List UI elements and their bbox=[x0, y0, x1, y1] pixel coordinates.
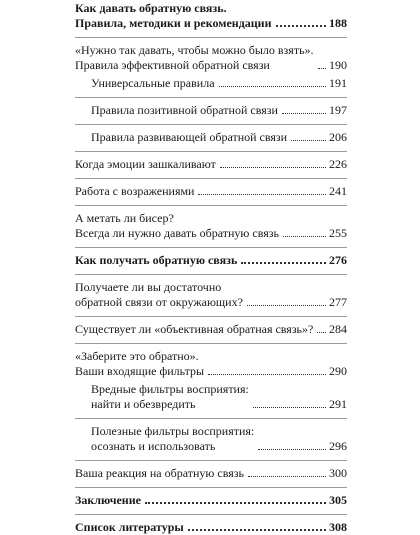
toc-page-number: 190 bbox=[329, 58, 347, 72]
toc-entry-title-line: Когда эмоции зашкаливают bbox=[75, 157, 216, 171]
dot-leader bbox=[188, 529, 326, 531]
toc-entry-title-line: осознать и использовать bbox=[91, 439, 216, 453]
toc-entry-title-line: обратной связи от окружающих? bbox=[75, 295, 243, 309]
toc-entry[interactable] bbox=[75, 322, 347, 337]
toc-entry-title bbox=[91, 76, 215, 91]
toc-entry-title-line: Работа с возражениями bbox=[75, 184, 195, 198]
toc-entry[interactable] bbox=[75, 103, 347, 118]
toc-entry-title bbox=[75, 43, 314, 73]
toc-page-number: 191 bbox=[329, 76, 347, 90]
dot-leader bbox=[318, 68, 326, 69]
toc-entry-title bbox=[75, 322, 313, 337]
dot-leader bbox=[220, 167, 326, 168]
toc-entry[interactable] bbox=[75, 382, 347, 412]
dot-leader bbox=[253, 407, 326, 408]
toc-page-number: 277 bbox=[329, 295, 347, 309]
toc-entry[interactable] bbox=[75, 211, 347, 241]
separator-line bbox=[75, 418, 347, 419]
toc-page-number: 305 bbox=[329, 493, 347, 507]
toc-entry[interactable] bbox=[75, 184, 347, 199]
toc-entry-title bbox=[91, 424, 254, 454]
dot-leader bbox=[208, 374, 326, 375]
toc-entry-title-line: найти и обезвредить bbox=[91, 397, 196, 411]
dot-leader bbox=[247, 305, 326, 306]
separator-line bbox=[75, 97, 347, 98]
dot-leader bbox=[317, 332, 326, 333]
toc-page-number: 197 bbox=[329, 103, 347, 117]
dot-leader bbox=[219, 86, 326, 87]
toc-entry-title bbox=[75, 280, 243, 310]
toc-entry-title-line: Вредные фильтры восприятия: bbox=[91, 382, 249, 396]
dot-leader bbox=[282, 113, 326, 114]
dot-leader bbox=[258, 449, 326, 450]
dot-leader bbox=[283, 236, 326, 237]
separator-line bbox=[75, 487, 347, 488]
dot-leader bbox=[198, 194, 326, 195]
toc-entry-title bbox=[91, 382, 249, 412]
dot-leader bbox=[291, 140, 326, 141]
toc-entry-title bbox=[75, 1, 272, 31]
toc-entry-title-line: Ваши входящие фильтры bbox=[75, 364, 205, 378]
toc-entry[interactable] bbox=[75, 157, 347, 172]
toc-entry-title-line: «Заберите это обратно». bbox=[75, 349, 199, 363]
toc-entry-title bbox=[75, 157, 216, 172]
toc-entry-title-line: Универсальные правила bbox=[91, 76, 215, 90]
toc-page-number: 226 bbox=[329, 157, 347, 171]
toc-entry[interactable] bbox=[75, 130, 347, 145]
separator-line bbox=[75, 343, 347, 344]
toc-entry[interactable] bbox=[75, 43, 347, 73]
toc-entry[interactable] bbox=[75, 424, 347, 454]
toc-page-number: 291 bbox=[329, 397, 347, 411]
toc-page-number: 284 bbox=[329, 322, 347, 336]
separator-line bbox=[75, 247, 347, 248]
table-of-contents bbox=[75, 1, 347, 535]
toc-entry-title-line: А метать ли бисер? bbox=[75, 211, 174, 225]
toc-entry[interactable] bbox=[75, 520, 347, 535]
toc-entry-title bbox=[91, 130, 287, 145]
toc-entry-title-line: Правила развивающей обратной связи bbox=[91, 130, 288, 144]
toc-entry-title-line: Полезные фильтры восприятия: bbox=[91, 424, 255, 438]
toc-page-number: 206 bbox=[329, 130, 347, 144]
toc-entry[interactable] bbox=[75, 466, 347, 481]
separator-line bbox=[75, 151, 347, 152]
toc-page-number: 300 bbox=[329, 466, 347, 480]
toc-entry-title bbox=[75, 184, 194, 199]
toc-page-number: 255 bbox=[329, 226, 347, 240]
toc-entry-title-line: Список литературы bbox=[75, 520, 184, 534]
toc-entry-title bbox=[75, 211, 279, 241]
separator-line bbox=[75, 460, 347, 461]
toc-entry[interactable] bbox=[75, 1, 347, 31]
toc-page-number: 241 bbox=[329, 184, 347, 198]
toc-page-number: 290 bbox=[329, 364, 347, 378]
separator-line bbox=[75, 178, 347, 179]
separator-line bbox=[75, 316, 347, 317]
toc-entry-title-line: Как получать обратную связь bbox=[75, 253, 238, 267]
toc-entry[interactable] bbox=[75, 349, 347, 379]
toc-entry-title bbox=[75, 493, 141, 508]
separator-line bbox=[75, 124, 347, 125]
dot-leader bbox=[276, 25, 326, 27]
toc-entry-title bbox=[75, 520, 184, 535]
toc-entry-title-line: Правила эффективной обратной связи bbox=[75, 58, 270, 72]
toc-entry-title-line: «Нужно так давать, чтобы можно было взять». bbox=[75, 43, 314, 57]
toc-entry[interactable] bbox=[75, 493, 347, 508]
toc-entry[interactable] bbox=[75, 76, 347, 91]
toc-entry-title bbox=[75, 349, 204, 379]
toc-entry-title bbox=[75, 466, 244, 481]
toc-entry-title-line: Правила позитивной обратной связи bbox=[91, 103, 278, 117]
toc-entry-title bbox=[75, 253, 237, 268]
toc-entry-title bbox=[91, 103, 278, 118]
separator-line bbox=[75, 37, 347, 38]
separator-line bbox=[75, 205, 347, 206]
toc-entry[interactable] bbox=[75, 280, 347, 310]
toc-entry[interactable] bbox=[75, 253, 347, 268]
separator-line bbox=[75, 274, 347, 275]
toc-entry-title-line: Правила, методики и рекомендации bbox=[75, 16, 272, 30]
toc-page-number: 308 bbox=[329, 520, 347, 534]
dot-leader bbox=[241, 262, 326, 264]
toc-entry-title-line: Всегда ли нужно давать обратную связь bbox=[75, 226, 279, 240]
toc-entry-title-line: Получаете ли вы достаточно bbox=[75, 280, 222, 294]
toc-entry-title-line: Ваша реакция на обратную связь bbox=[75, 466, 244, 480]
toc-entry-title-line: Заключение bbox=[75, 493, 141, 507]
toc-entry-title-line: Как давать обратную связь. bbox=[75, 1, 227, 15]
toc-page-number: 296 bbox=[329, 439, 347, 453]
toc-entry-title-line: Существует ли «объективная обратная связь»? bbox=[75, 322, 314, 336]
dot-leader bbox=[248, 476, 326, 477]
separator-line bbox=[75, 514, 347, 515]
toc-page-number: 276 bbox=[329, 253, 347, 267]
dot-leader bbox=[145, 502, 326, 504]
toc-page-number: 188 bbox=[329, 16, 347, 30]
